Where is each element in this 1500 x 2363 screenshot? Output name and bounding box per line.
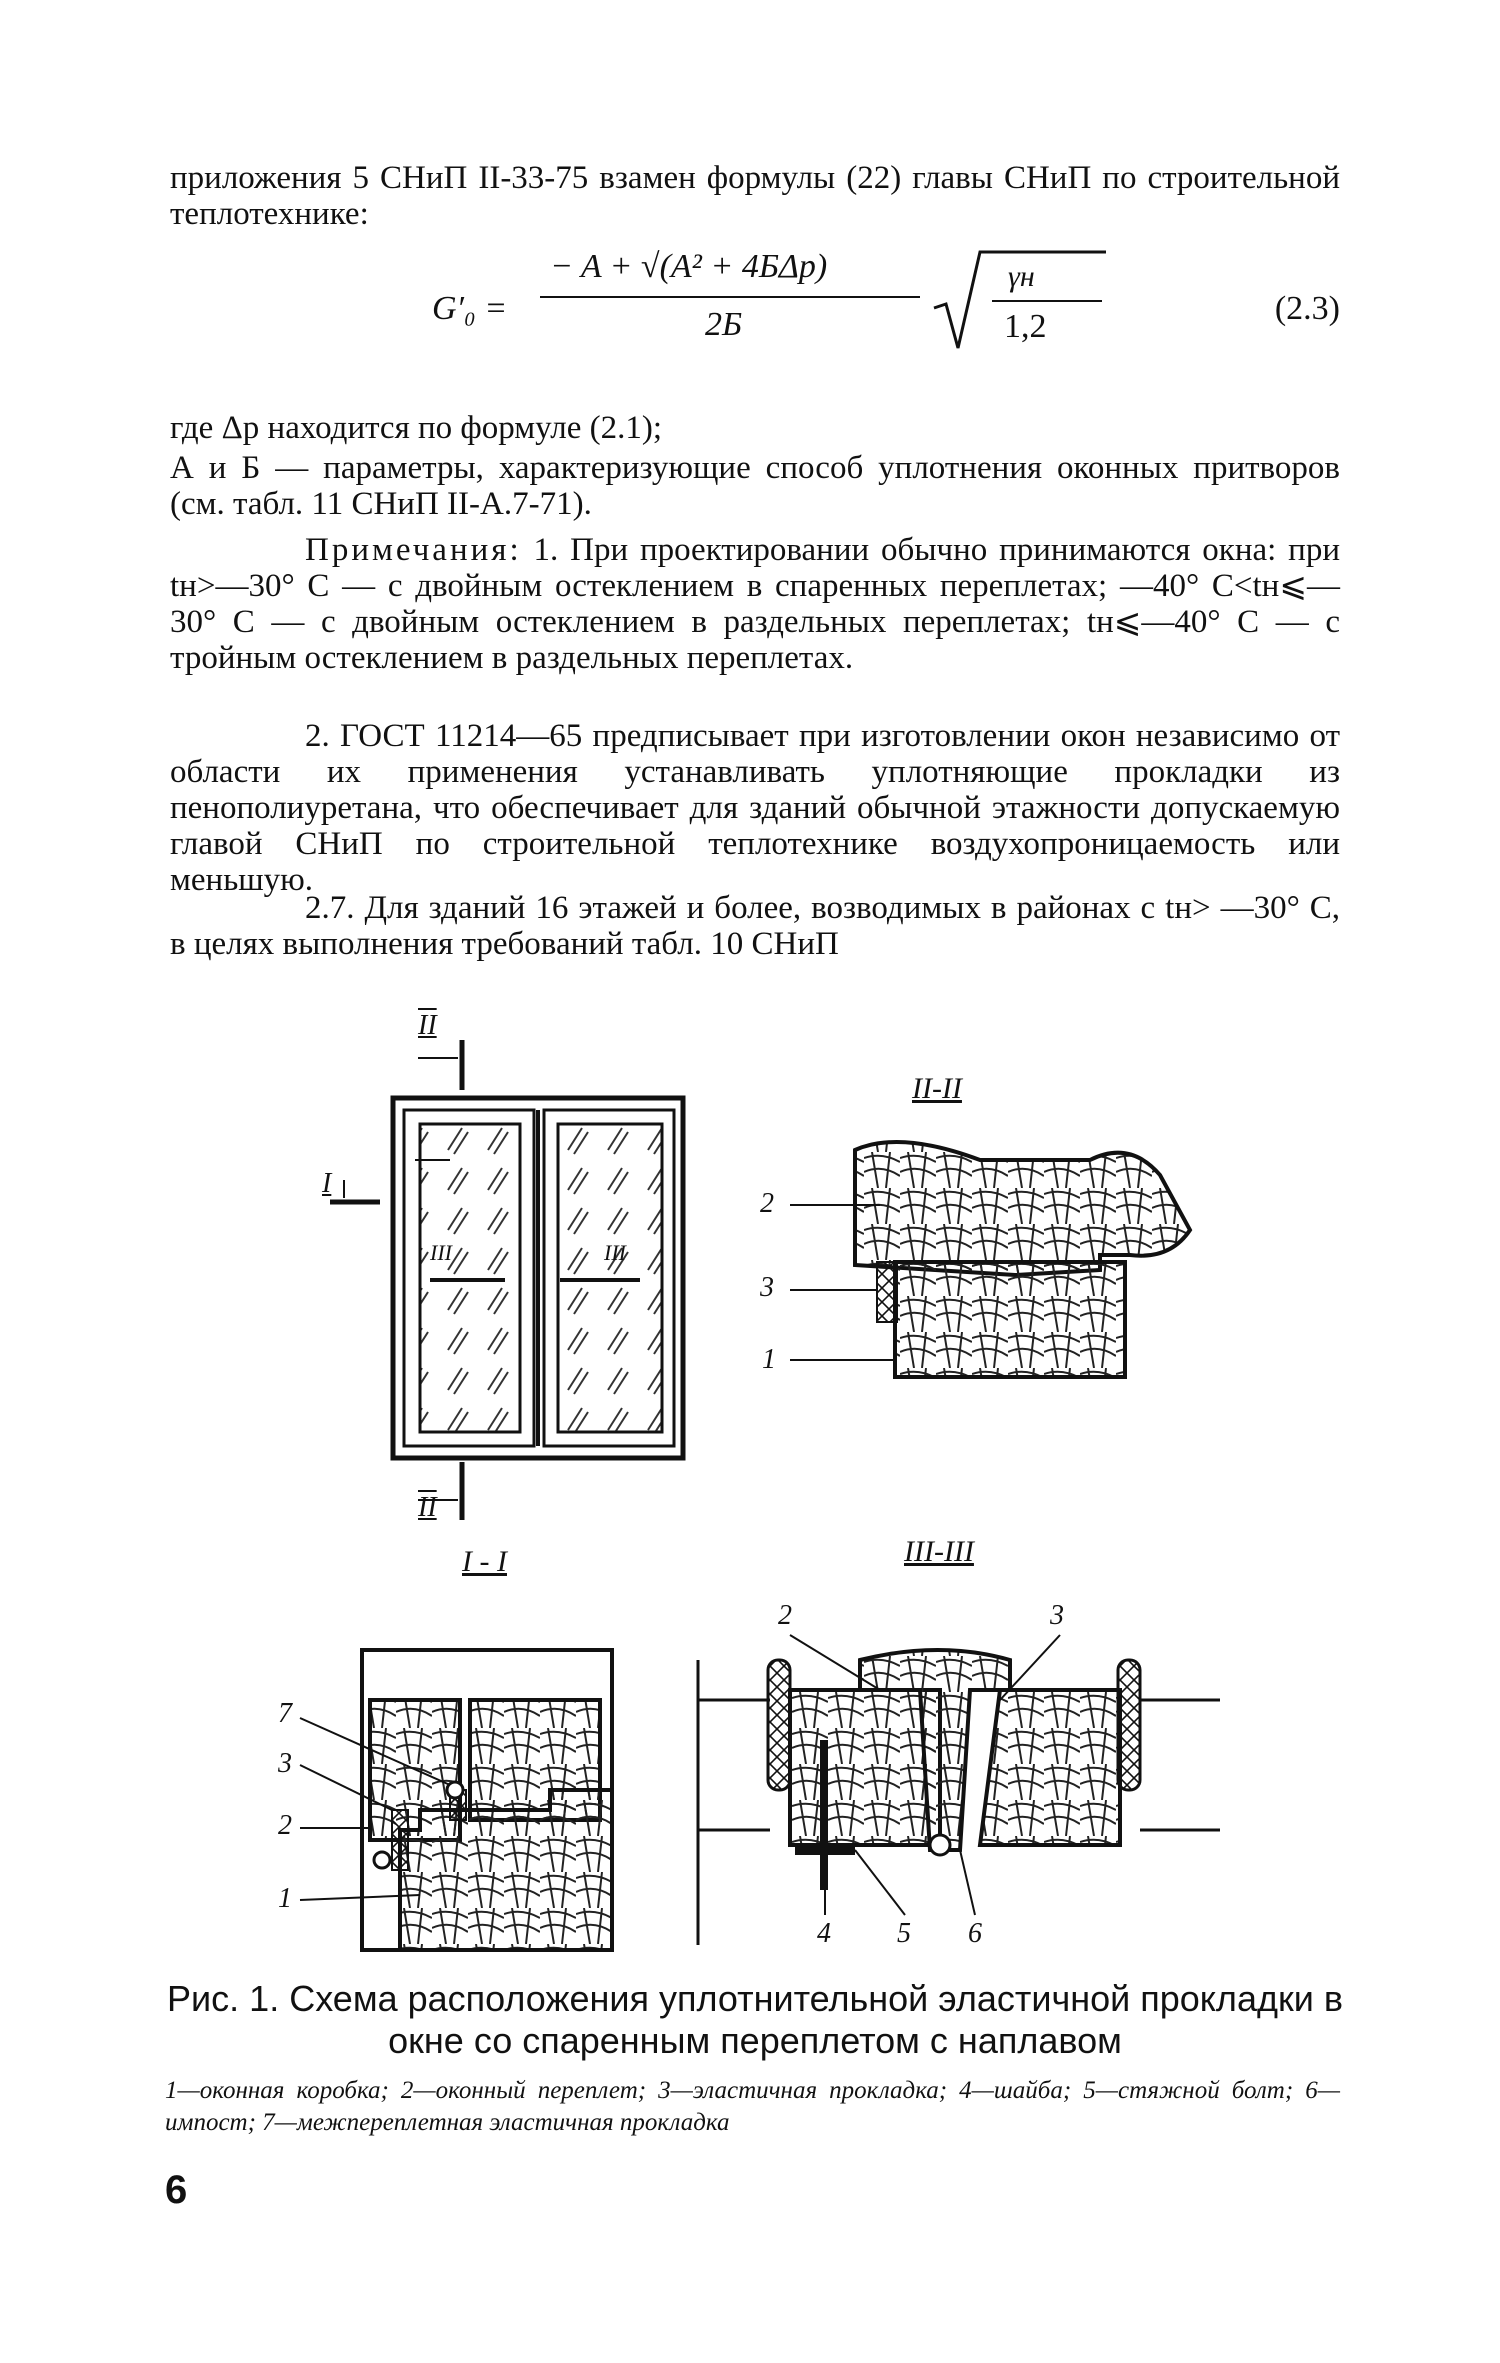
window-elevation	[330, 1040, 683, 1520]
mark-III-left: III	[430, 1240, 452, 1265]
callout-2-b: 2	[278, 1810, 292, 1841]
callout-6: 6	[968, 1918, 982, 1949]
formula-lhs: G′₀ =	[432, 290, 508, 327]
figure-legend: 1—оконная коробка; 2—оконный переплет; 3—эластичная прокладка; 4—шайба; 5—стяжной болт; 6—импост; 7—межпереплетная эластичная прокладка	[165, 2077, 1340, 2136]
callout-4: 4	[817, 1918, 831, 1949]
section-III-III	[698, 1635, 1220, 1945]
note-1-text: 1. При проектировании обычно принимаются окна: при tн>—30° С — с двойным остеклением в спаренных переплетах; —40° С<tн⩽—30° С — с двойным остеклением в раздельных переплетах; tн⩽—40° С — с тройным остеклением в раздельных переплетах.	[170, 532, 1341, 676]
page-number: 6	[165, 2168, 188, 2212]
figure-caption: Рис. 1. Схема расположения уплотнительной эластичной прокладки в окне со спаренным переплетом с наплавом	[167, 1978, 1343, 2061]
note-heading: Примечания:	[305, 532, 522, 568]
formula-denominator: 2Б	[705, 306, 743, 343]
callout-2-a: 2	[760, 1188, 774, 1219]
callout-2-c: 2	[778, 1600, 792, 1631]
mark-III-right: III	[604, 1240, 626, 1265]
mark-I: I	[322, 1168, 332, 1199]
mark-II-top: II	[418, 1010, 437, 1041]
mark-II-bottom: II	[418, 1492, 437, 1523]
formula-root-numerator: γн	[1008, 260, 1035, 293]
callout-7: 7	[278, 1698, 292, 1729]
callout-3-c: 3	[1050, 1600, 1064, 1631]
callout-3-a: 3	[760, 1272, 774, 1303]
section-title-II-II: II-II	[912, 1072, 962, 1105]
callout-3-b: 3	[278, 1748, 292, 1779]
section-II-II	[790, 1142, 1190, 1377]
section-I-I	[300, 1650, 612, 1950]
section-title-III-III: III-III	[904, 1535, 974, 1568]
intro-paragraph: приложения 5 СНиП II-33-75 взамен формулы (22) главы СНиП по строительной теплотехнике:	[170, 160, 1340, 232]
callout-5: 5	[897, 1918, 911, 1949]
ab-line: А и Б — параметры, характеризующие способ уплотнения оконных притворов (см. табл. 11 СНиП II-А.7-71).	[170, 450, 1340, 522]
callout-1-b: 1	[278, 1883, 292, 1914]
callout-1-a: 1	[762, 1344, 776, 1375]
formula-number: (2.3)	[1274, 290, 1340, 327]
paragraph-2-7: 2.7. Для зданий 16 этажей и более, возводимых в районах с tн> —30° С, в целях выполнения требований табл. 10 СНиП	[170, 890, 1340, 962]
formula-root-denominator: 1,2	[1004, 308, 1047, 345]
note-2: 2. ГОСТ 11214—65 предписывает при изготовлении окон независимо от области их применения устанавливать уплотняющие прокладки из пенополиуретана, что обеспечивает для зданий обычной этажности допускаемую главой СНиП по строительной теплотехнике воздухопроницаемость или меньшую.	[170, 718, 1340, 898]
where-line: где Δp находится по формуле (2.1);	[170, 410, 662, 446]
formula-numerator: − A + √(A² + 4БΔp)	[550, 248, 828, 285]
section-title-I-I: I - I	[462, 1545, 507, 1578]
